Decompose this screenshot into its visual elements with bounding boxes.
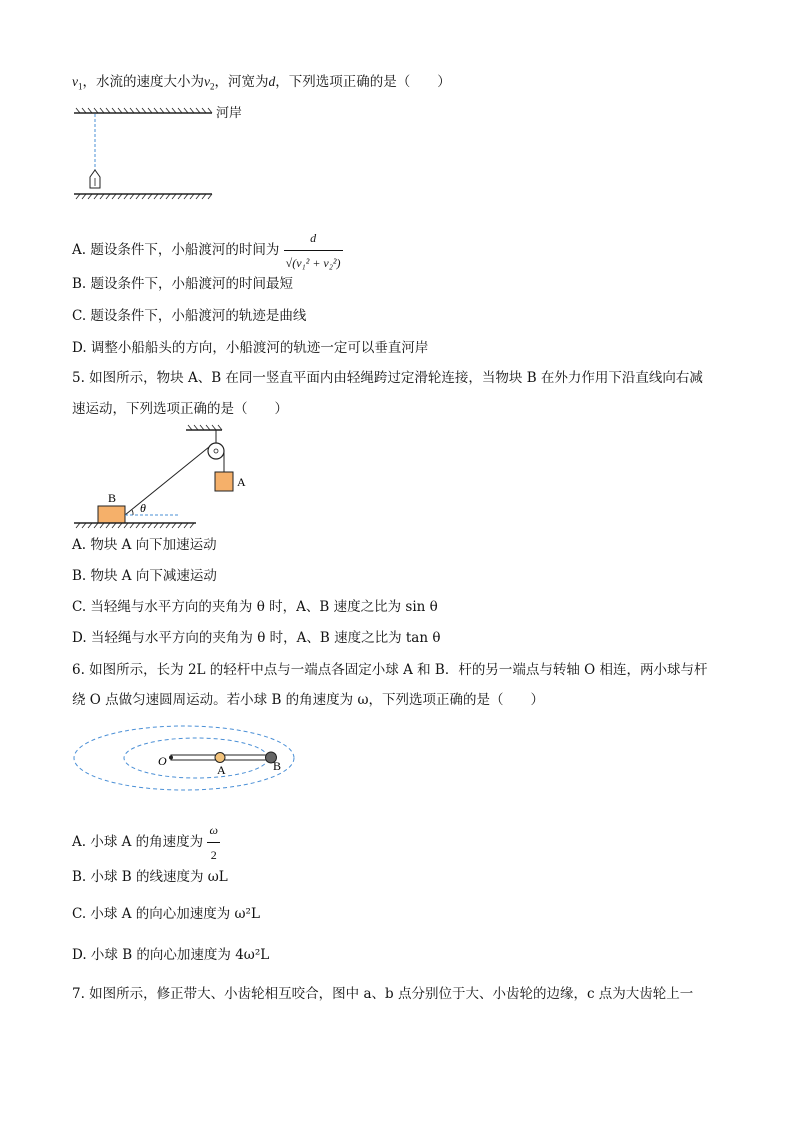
- rotating-rod-figure: [70, 722, 300, 794]
- block-b-label: B: [108, 491, 117, 505]
- q6-option-d: D. 小球 B 的向心加速度为 4ω²L: [72, 947, 270, 963]
- q5-stem-line2: 速运动，下列选项正确的是（ ）: [72, 401, 288, 417]
- q4-option-c: C. 题设条件下，小船渡河的轨迹是曲线: [72, 308, 307, 324]
- q6-stem-line2: 绕 O 点做匀速圆周运动。若小球 B 的角速度为 ω，下列选项正确的是（ ）: [72, 692, 544, 708]
- block-a-label: A: [237, 475, 246, 489]
- rope-to-b: [125, 447, 209, 515]
- q4-option-a-fraction: $\frac{d}{\text{√(v₁² + v₂²)}}$: [284, 226, 343, 275]
- q4-option-a: A. 题设条件下，小船渡河的时间为 $\frac{d}{\text{√(v₁² + v₂²)}}$: [72, 226, 343, 275]
- q6-stem-line1: 6. 如图所示，长为 2L 的轻杆中点与一端点各固定小球 A 和 B．杆的另一端点与转轴 O 相连，两小球与杆: [72, 662, 708, 678]
- q6-option-a: A. 小球 A 的角速度为 $\frac{\omega}{2}$: [72, 818, 220, 867]
- q6-option-a-fraction: $\frac{\omega}{2}$: [207, 818, 219, 867]
- v1-symbol: $v_1$: [72, 74, 83, 92]
- d-symbol: d: [268, 74, 276, 89]
- label-o: O: [158, 754, 167, 768]
- q4-stem: [72, 72, 451, 92]
- q5-option-d: D. 当轻绳与水平方向的夹角为 θ 时，A、B 速度之比为 tan θ: [72, 630, 441, 646]
- q4-stem-part3: ，下列选项正确的是（ ）: [275, 74, 451, 90]
- ball-a: [215, 753, 225, 763]
- river-bank-label: 河岸: [216, 106, 243, 121]
- q5-option-c: C. 当轻绳与水平方向的夹角为 θ 时，A、B 速度之比为 sin θ: [72, 599, 438, 615]
- pulley-figure: [70, 422, 260, 530]
- q6-option-b: B. 小球 B 的线速度为 ωL: [72, 869, 228, 885]
- q5-option-b: B. 物块 A 向下减速运动: [72, 568, 217, 584]
- q4-option-b: B. 题设条件下，小船渡河的时间最短: [72, 276, 294, 292]
- theta-label: θ: [140, 501, 146, 515]
- q6-option-c: C. 小球 A 的向心加速度为 ω²L: [72, 906, 260, 922]
- q4-option-d: D. 调整小船船头的方向，小船渡河的轨迹一定可以垂直河岸: [72, 340, 429, 356]
- label-b: B: [273, 759, 282, 773]
- q7-stem-line1: 7. 如图所示，修正带大、小齿轮相互咬合，图中 a、b 点分别位于大、小齿轮的边缘，c 点为大齿轮上一: [72, 986, 694, 1002]
- pivot-o: [169, 756, 173, 760]
- block-a: [215, 472, 233, 491]
- block-b: [98, 506, 125, 523]
- v2-symbol: $v_2$: [204, 74, 215, 92]
- q5-option-a: A. 物块 A 向下加速运动: [72, 537, 217, 553]
- label-a: A: [217, 763, 226, 777]
- q5-stem-line1: 5. 如图所示，物块 A、B 在同一竖直平面内由轻绳跨过定滑轮连接，当物块 B 在外力作用下沿直线向右减: [72, 370, 703, 386]
- q4-stem-part2: ，河宽为: [214, 74, 269, 90]
- q4-stem-part1: ，水流的速度大小为: [82, 74, 204, 90]
